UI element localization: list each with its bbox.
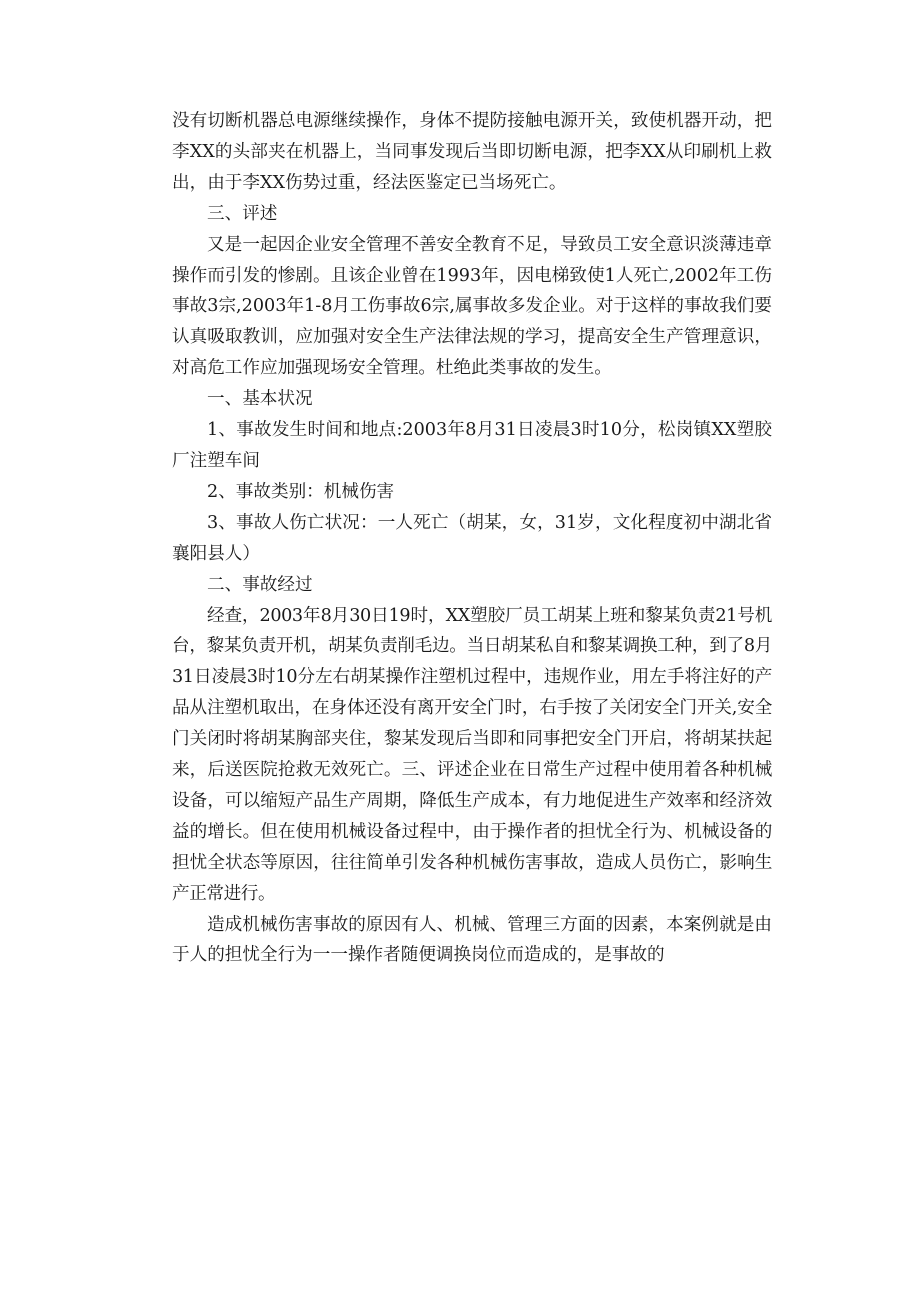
paragraph-accident-process: 经查，2003年8月30日19时，XX塑胶厂员工胡某上班和黎某负责21号机台，黎某负责开机，胡某负责削毛边。当日胡某私自和黎某调换工种，到了8月31日凌晨3时10分左右胡某操作注塑机过程中，违规作业，用左手将注好的产品从注塑机取出，在身体还没有离开安全门时，右手按了关闭安全门开关,安全门关闭时将胡某胸部夹住，黎某发现后当即和同事把安全门开启，将胡某扶起来，后送医院抢救无效死亡。三、评述企业在日常生产过程中使用着各种机械设备，可以缩短产品生产周期，降低生产成本，有力地促进生产效率和经济效益的增长。但在使用机械设备过程中，由于操作者的担忧全行为、机械设备的担忧全状态等原因，往往简单引发各种机械伤害事故，造成人员伤亡，影响生产正常进行。: [172, 605, 772, 904]
paragraph-casualties: 3、事故人伤亡状况：一人死亡（胡某，女，31岁，文化程度初中湖北省襄阳县人）: [172, 512, 772, 564]
document-body: [172, 106, 772, 971]
heading-review-1: 三、评述: [207, 203, 278, 224]
paragraph-accident-continuation: 没有切断机器总电源继续操作，身体不提防接触电源开关，致使机器开动，把李XX的头部夹在机器上，当同事发现后当即切断电源，把李XX从印刷机上救出，由于李XX伤势过重，经法医鉴定已当场死亡。: [172, 111, 772, 193]
heading-accident-process: 二、事故经过: [207, 574, 313, 595]
paragraph-time-place: 1、事故发生时间和地点:2003年8月31日凌晨3时10分，松岗镇XX塑胶厂注塑车间: [172, 420, 772, 471]
paragraph-review-1: 又是一起因企业安全管理不善安全教育不足，导致员工安全意识淡薄违章操作而引发的惨剧。且该企业曾在1993年，因电梯致使1人死亡,2002年工伤事故3宗,2003年1-8月工伤事故6宗,属事故多发企业。对于这样的事故我们要认真吸取教训，应加强对安全生产法律法规的学习，提高安全生产管理意识，对高危工作应加强现场安全管理。杜绝此类事故的发生。: [172, 234, 772, 379]
paragraph-cause-analysis: 造成机械伤害事故的原因有人、机械、管理三方面的因素，本案例就是由于人的担忧全行为一一操作者随便调换岗位而造成的，是事故的: [172, 914, 772, 966]
heading-basic-situation: 一、基本状况: [207, 389, 313, 410]
paragraph-accident-type: 2、事故类别：机械伤害: [207, 481, 395, 502]
